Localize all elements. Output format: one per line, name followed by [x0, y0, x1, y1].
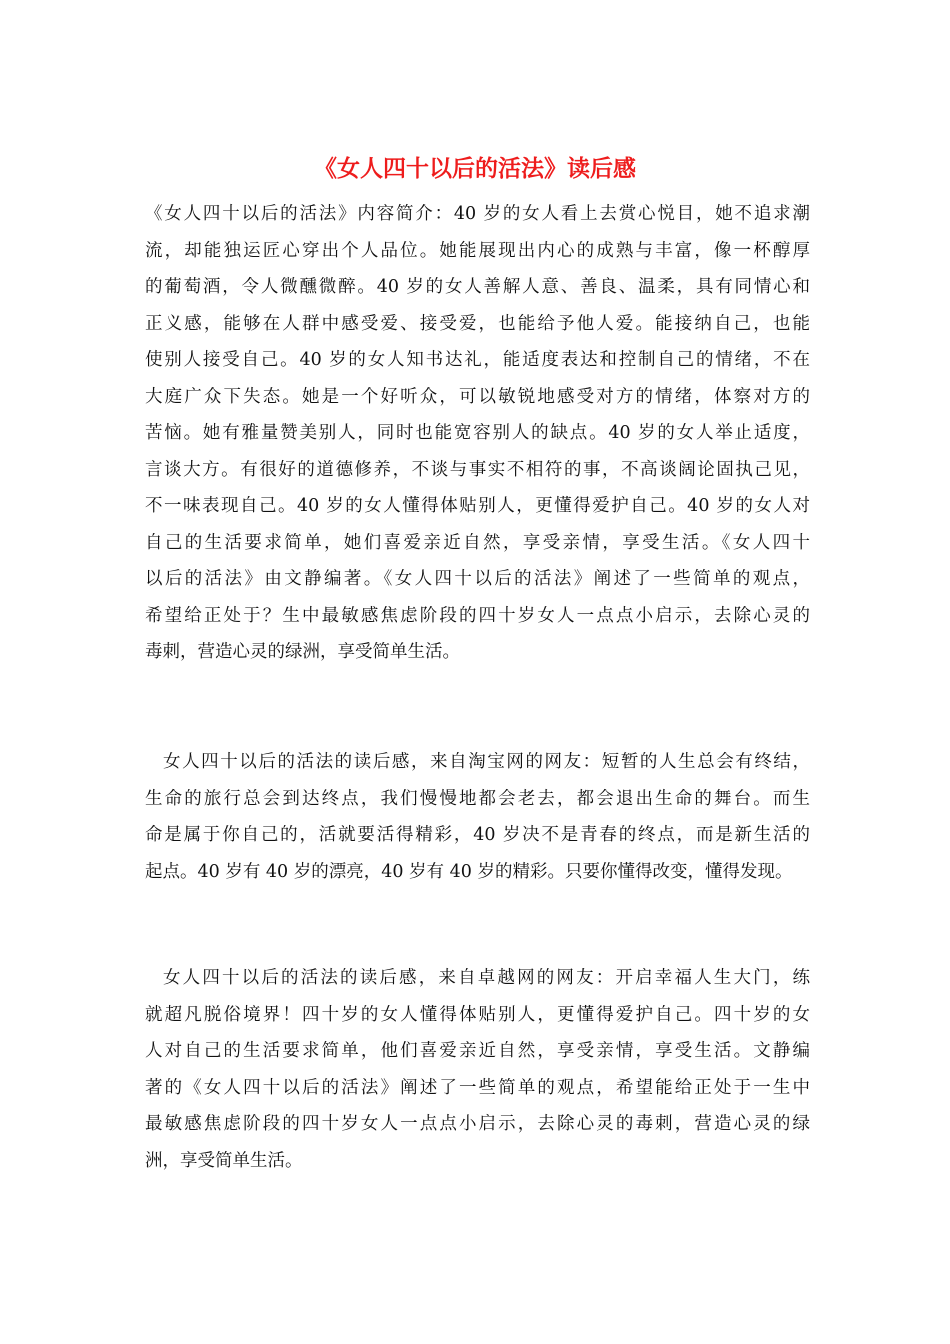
paragraph-joyo-review	[145, 960, 810, 1179]
text-line: 人对自己的生活要求简单，他们喜爱亲近自然，享受亲情，享受生活。文静编	[145, 1041, 810, 1061]
text-line: 《女人四十以后的活法》内容简介：40 岁的女人看上去赏心悦目，她不追求潮	[145, 204, 810, 224]
text-line: 命是属于你自己的，活就要活得精彩，40 岁决不是青春的终点，而是新生活的	[145, 825, 810, 845]
paragraph-intro	[145, 196, 810, 671]
text-line: 著的《女人四十以后的活法》阐述了一些简单的观点，希望能给正处于一生中	[145, 1077, 810, 1098]
text-line: 自己的生活要求简单，她们喜爱亲近自然，享受亲情，享受生活。《女人四十	[145, 532, 810, 553]
paragraph-taobao-review	[145, 744, 810, 890]
text-line: 流，却能独运匠心穿出个人品位。她能展现出内心的成熟与丰富，像一杯醇厚	[145, 240, 810, 261]
text-line: 以后的活法》由文静编著。《女人四十以后的活法》阐述了一些简单的观点，	[145, 569, 810, 589]
text-line: 女人四十以后的活法的读后感，来自卓越网的网友：开启幸福人生大门，练	[163, 968, 810, 988]
text-line: 洲，享受简单生活。	[145, 1150, 303, 1171]
text-line: 不一味表现自己。40 岁的女人懂得体贴别人，更懂得爱护自己。40 岁的女人对	[145, 496, 810, 516]
text-line: 最敏感焦虑阶段的四十岁女人一点点小启示，去除心灵的毒刺，营造心灵的绿	[145, 1114, 810, 1134]
text-line: 正义感，能够在人群中感受爱、接受爱，也能给予他人爱。能接纳自己，也能	[145, 313, 810, 334]
text-line: 就超凡脱俗境界！四十岁的女人懂得体贴别人，更懂得爱护自己。四十岁的女	[145, 1004, 810, 1025]
text-line: 使别人接受自己。40 岁的女人知书达礼，能适度表达和控制自己的情绪，不在	[145, 350, 810, 370]
text-line: 起点。40 岁有 40 岁的漂亮，40 岁有 40 岁的精彩。只要你懂得改变，懂得发现。	[145, 861, 793, 882]
document-title: 《女人四十以后的活法》读后感	[314, 155, 636, 182]
text-line: 大庭广众下失态。她是一个好听众，可以敏锐地感受对方的情绪，体察对方的	[145, 386, 810, 407]
text-line: 的葡萄酒，令人微醺微醉。40 岁的女人善解人意、善良、温柔，具有同情心和	[145, 277, 810, 297]
text-line: 女人四十以后的活法的读后感，来自淘宝网的网友：短暂的人生总会有终结，	[163, 752, 810, 772]
text-line: 毒刺，营造心灵的绿洲，享受简单生活。	[145, 642, 460, 662]
text-line: 希望给正处于？生中最敏感焦虑阶段的四十岁女人一点点小启示，去除心灵的	[145, 605, 810, 626]
text-line: 苦恼。她有雅量赞美别人，同时也能宽容别人的缺点。40 岁的女人举止适度，	[145, 423, 810, 443]
text-line: 生命的旅行总会到达终点，我们慢慢地都会老去，都会退出生命的舞台。而生	[145, 788, 810, 809]
text-line: 言谈大方。有很好的道德修养，不谈与事实不相符的事，不高谈阔论固执己见，	[145, 459, 810, 480]
